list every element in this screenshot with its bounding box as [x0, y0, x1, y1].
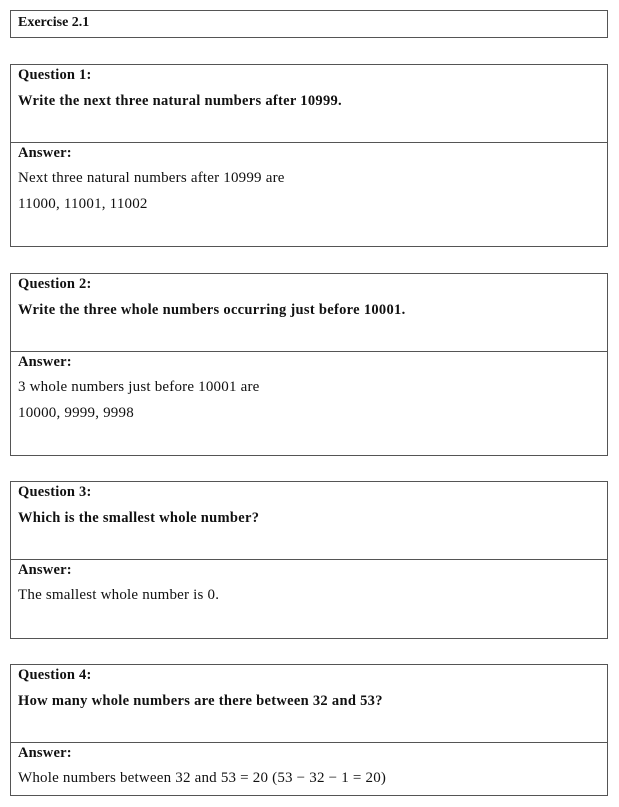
- question-label: Question 2:: [18, 276, 92, 292]
- question-section: [11, 482, 607, 560]
- question-text: How many whole numbers are there between 32 and 53?: [18, 693, 383, 709]
- question-section: [11, 274, 607, 352]
- answer-label: Answer:: [18, 745, 72, 761]
- question-label: Question 4:: [18, 667, 92, 683]
- question-text: Write the three whole numbers occurring just before 10001.: [18, 302, 406, 318]
- question-section: [11, 65, 607, 143]
- question-text: Write the next three natural numbers after 10999.: [18, 93, 342, 109]
- answer-section: [11, 743, 607, 795]
- answer-label: Answer:: [18, 562, 72, 578]
- question-block: [10, 273, 608, 456]
- question-block: [10, 481, 608, 639]
- question-label: Question 3:: [18, 484, 92, 500]
- answer-label: Answer:: [18, 354, 72, 370]
- exercise-title: Exercise 2.1: [18, 15, 90, 30]
- answer-line: Next three natural numbers after 10999 are: [18, 170, 285, 186]
- question-block: [10, 64, 608, 247]
- question-section: [11, 665, 607, 743]
- answer-section: [11, 560, 607, 638]
- answer-section: [11, 143, 607, 246]
- question-text: Which is the smallest whole number?: [18, 510, 260, 526]
- answer-line: 10000, 9999, 9998: [18, 405, 134, 421]
- answer-label: Answer:: [18, 145, 72, 161]
- question-block: [10, 664, 608, 796]
- answer-line: The smallest whole number is 0.: [18, 587, 220, 603]
- answer-line: 3 whole numbers just before 10001 are: [18, 379, 260, 395]
- answer-section: [11, 352, 607, 455]
- question-label: Question 1:: [18, 67, 92, 83]
- exercise-title-box: [10, 10, 608, 38]
- answer-line: 11000, 11001, 11002: [18, 196, 148, 212]
- answer-line: Whole numbers between 32 and 53 = 20 (53 − 32 − 1 = 20): [18, 770, 387, 786]
